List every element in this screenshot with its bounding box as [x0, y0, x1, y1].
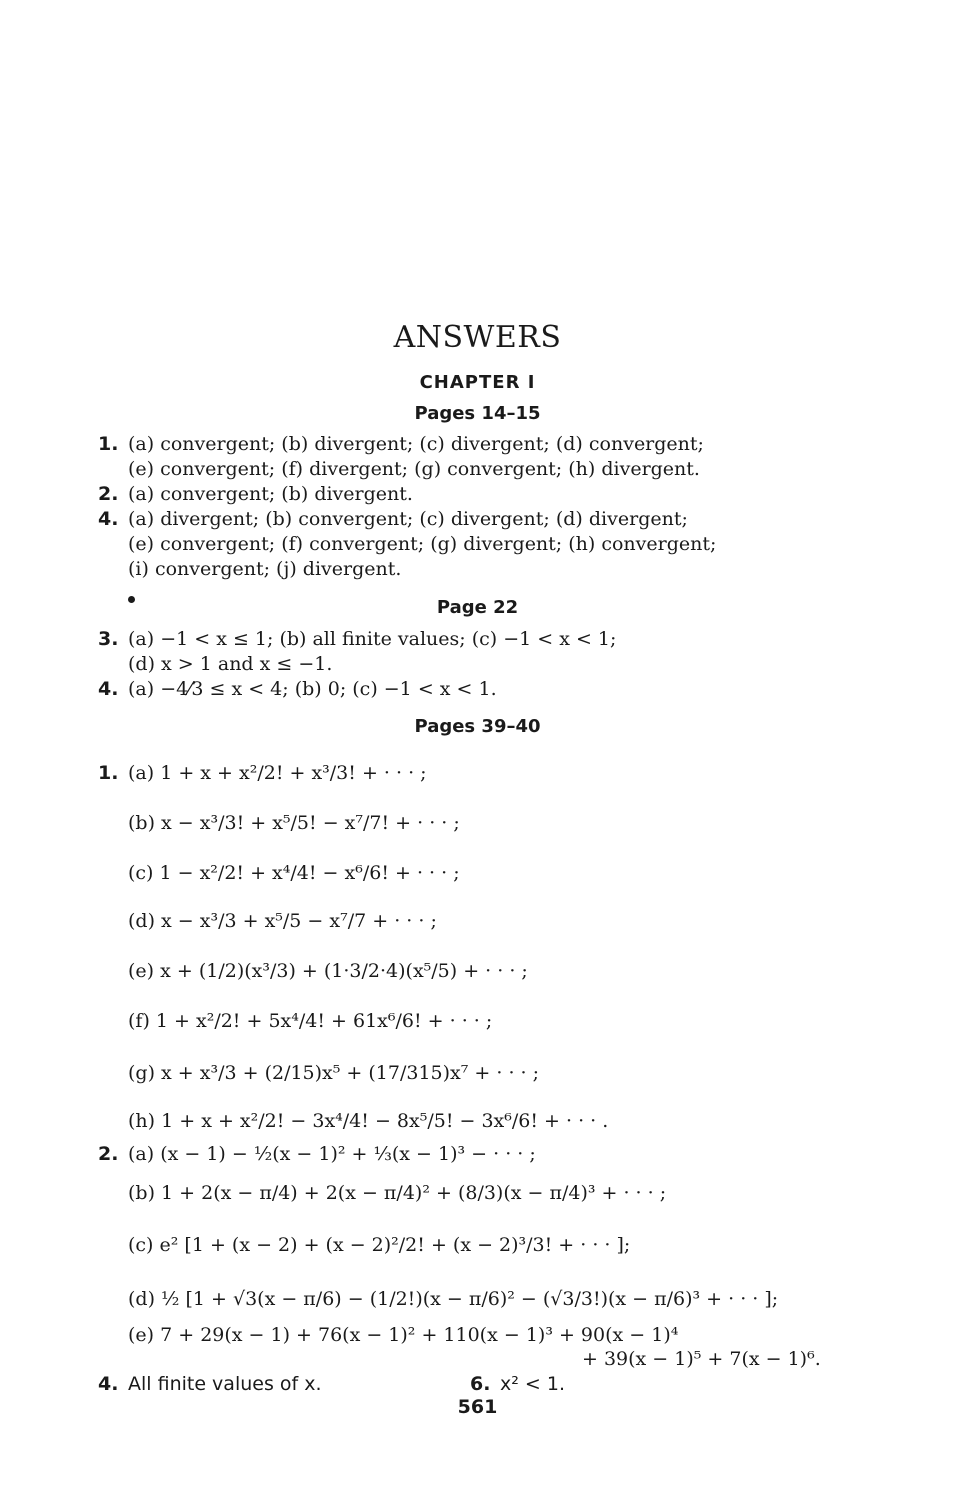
- page-number: 561: [457, 1396, 498, 1418]
- series-answer-h: (h) 1 + x + x²/2! − 3x⁴/4! − 8x⁵/5! − 3x⁶/6! + · · · .: [128, 1110, 609, 1132]
- series-answer-2a: (a) (x − 1) − ½(x − 1)² + ⅓(x − 1)³ − · · · ;: [128, 1143, 536, 1165]
- series-answer-2c: (c) e² [1 + (x − 2) + (x − 2)²/2! + (x − 2)³/3! + · · · ];: [128, 1234, 631, 1256]
- series-answer-f: (f) 1 + x²/2! + 5x⁴/4! + 61x⁶/6! + · · · ;: [128, 1010, 493, 1032]
- answer-number: 3.: [98, 628, 119, 650]
- series-answer-g: (g) x + x³/3 + (2/15)x⁵ + (17/315)x⁷ + · · · ;: [128, 1062, 540, 1084]
- answer-line: (a) convergent; (b) divergent; (c) divergent; (d) convergent;: [128, 433, 704, 455]
- answer-number: 4.: [98, 508, 119, 530]
- series-answer-2e-line1: (e) 7 + 29(x − 1) + 76(x − 1)² + 110(x − 1)³ + 90(x − 1)⁴: [128, 1324, 679, 1346]
- answer-number: 1.: [98, 433, 119, 455]
- answer-line: (a) −1 < x ≤ 1; (b) all finite values; (c) −1 < x < 1;: [128, 628, 617, 650]
- answer-line: (a) −4⁄3 ≤ x < 4; (b) 0; (c) −1 < x < 1.: [128, 678, 497, 700]
- answer-line: (a) divergent; (b) convergent; (c) divergent; (d) divergent;: [128, 508, 688, 530]
- series-answer-e: (e) x + (1/2)(x³/3) + (1·3/2·4)(x⁵/5) + · · · ;: [128, 960, 528, 982]
- series-answer-2b: (b) 1 + 2(x − π/4) + 2(x − π/4)² + (8/3)(x − π/4)³ + · · · ;: [128, 1182, 667, 1204]
- series-answer-c: (c) 1 − x²/2! + x⁴/4! − x⁶/6! + · · · ;: [128, 862, 460, 884]
- page-title: ANSWERS: [393, 320, 562, 355]
- answer-number: 4.: [98, 1373, 119, 1395]
- section-heading-pages-39-40: Pages 39–40: [414, 716, 541, 737]
- answer-number: 2.: [98, 483, 119, 505]
- answer-line: All finite values of x.: [128, 1373, 322, 1395]
- answer-line: (d) x > 1 and x ≤ −1.: [128, 653, 333, 675]
- answer-line: x² < 1.: [500, 1373, 565, 1395]
- answer-line: (e) convergent; (f) convergent; (g) divergent; (h) convergent;: [128, 533, 717, 555]
- series-answer-a: (a) 1 + x + x²/2! + x³/3! + · · · ;: [128, 762, 427, 784]
- series-answer-2d: (d) ½ [1 + √3(x − π/6) − (1/2!)(x − π/6)² − (√3/3!)(x − π/6)³ + · · · ];: [128, 1288, 779, 1310]
- answer-line: (e) convergent; (f) divergent; (g) convergent; (h) divergent.: [128, 458, 700, 480]
- answer-number: 2.: [98, 1143, 119, 1165]
- answer-number: 4.: [98, 678, 119, 700]
- answer-number: 1.: [98, 762, 119, 784]
- chapter-heading: CHAPTER I: [419, 372, 536, 393]
- series-answer-2e-line2: + 39(x − 1)⁵ + 7(x − 1)⁶.: [582, 1348, 821, 1370]
- answer-line: (a) convergent; (b) divergent.: [128, 483, 413, 505]
- section-heading-pages-14-15: Pages 14–15: [414, 403, 541, 424]
- series-answer-b: (b) x − x³/3! + x⁵/5! − x⁷/7! + · · · ;: [128, 812, 460, 834]
- series-answer-d: (d) x − x³/3 + x⁵/5 − x⁷/7 + · · · ;: [128, 910, 437, 932]
- section-heading-page-22: Page 22: [436, 597, 519, 618]
- answer-number: 6.: [470, 1373, 491, 1395]
- answer-line: (i) convergent; (j) divergent.: [128, 558, 402, 580]
